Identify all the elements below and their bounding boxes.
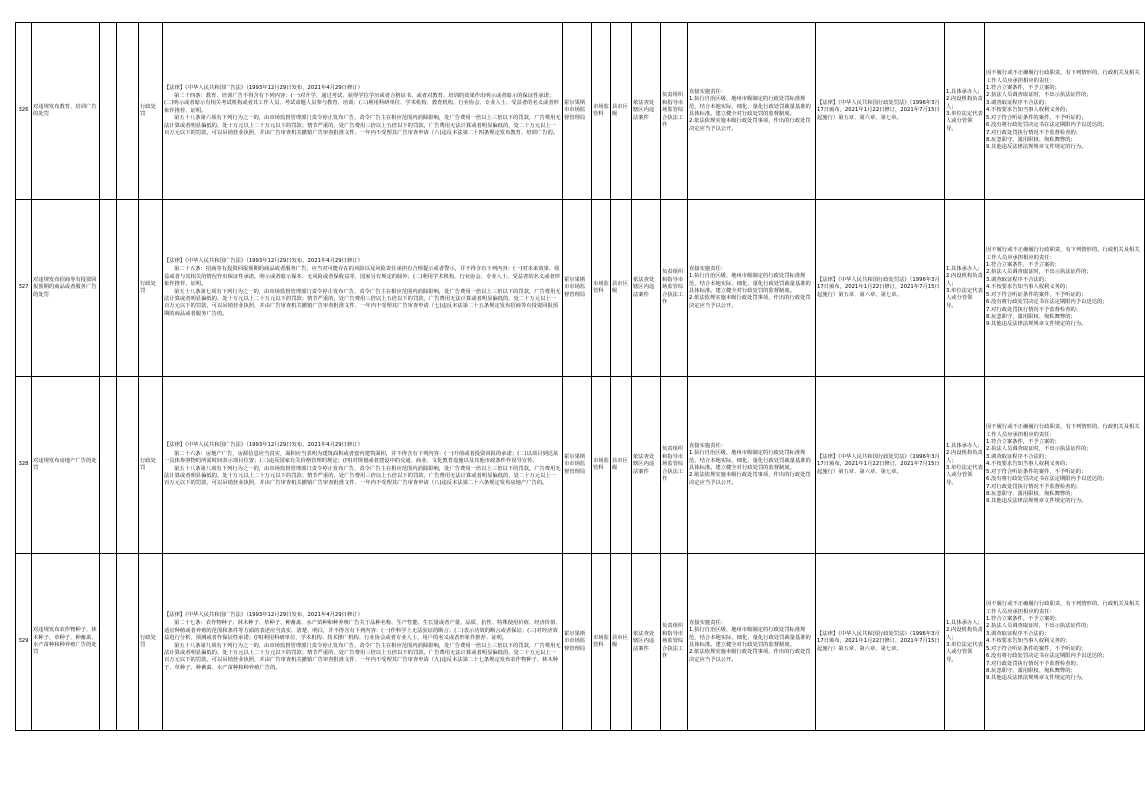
empty-cell (100, 377, 117, 554)
accountability-cases (985, 377, 1145, 554)
duty-line: 2.依法依规实施本级行政处罚事项，作出的行政处罚决定应当予以公开。 (689, 295, 811, 309)
implementing-subject: 霍尔果斯市市场监督管理局 (563, 554, 592, 731)
contact-line: 1.具体承办人； (946, 442, 983, 449)
responsible-dept: 市场监管科 (592, 554, 611, 731)
contact-line: 1.具体承办人； (946, 619, 983, 626)
rr-line: 9.其他违反法律法规规章文件规定的行为。 (986, 321, 1087, 328)
law-clause: 第二十四条：教育、培训广告不得含有下列内容：(一)对升学、通过考试、获得学位学历或者合格证书，或者对教育、培训的效果作出明示或者暗示的保证性承诺；(二)明示或者暗示有相关考试机构或者其工作人员、考试命题人员参与教育、培训；(三)利用科研单位、学术机构、教育机构、行业协会、专业人士、受益者的名义或者形象作推荐、证明。 (164, 92, 559, 114)
duty-line: 直接实施责任： (689, 619, 727, 626)
contact-line: 3.单位法定代表人或分管领导。 (946, 465, 983, 486)
legal-basis (163, 377, 563, 554)
law-clause: 第二十五条：招商等有投资回报预期的商品或者服务广告，应当对可能存在的风险以及风险责任承担有合理提示或者警示，并不得含有下列内容：(一)对未来效果、收益或者与其相关的情况作出保证性承诺，明示或者暗示保本、无风险或者保收益等，国家另有规定的除外；(二)利用学术机构、行业协会、专业人士、受益者的名义或者形象作推荐、证明。 (164, 266, 561, 288)
accountable-persons (945, 200, 985, 377)
implementing-subject: 霍尔果斯市市场监督管理局 (563, 23, 592, 200)
item-name: 对违规发布招商等有投资回报预期的商品或者服务广告的处罚 (32, 200, 100, 377)
rr-line: 7.对行政处罚执行情况不予监督检查的； (986, 660, 1082, 667)
empty-cell (100, 554, 117, 731)
law-clause: 第二十六条：房地产广告，房源信息应当真实，面积应当表明为建筑面积或者套内建筑面积，并不得含有下列内容：(一)升值或者投资回报的承诺；(二)以项目到达某一具体参照物的所需时间表示项目位置；(三)违反国家有关价格管理的规定；(四)对规划或者建设中的交通、商业、文化教育设施以及其他市政条件作误导宣传。 (164, 450, 559, 465)
accountability-basis: 【法律】《中华人民共和国行政处罚法》（1996年3月17日颁布，2021年1月22日修订，2021年7月15日起施行）第五章、第六章、第七章。 (816, 23, 945, 200)
item-number: 327 (16, 200, 32, 377)
accountability-cases (985, 554, 1145, 731)
rr-line: 4.不按要求告知当事人权利义务的； (986, 461, 1071, 468)
item-number: 328 (16, 377, 32, 554)
rr-line: 因不履行或不正确履行行政职责，有下列情形的，行政机关及相关工作人员应承担相应的责任： (986, 70, 1140, 84)
law-penalty: 第五十八条第八项有下列行为之一的，由市场监督管理部门责令停止发布广告，责令广告主在相应范围内消除影响，处广告费用一倍以上三倍以下的罚款，广告费用无法计算或者明显偏低的，处十万元以上二十万元以下的罚款；情节严重的，处广告费用三倍以上五倍以下的罚款，广告费用无法计算或者明显偏低的，处二十万元以上一百万元以下的罚款，可以吊销营业执照，并由广告审查机关撤销广告审查批准文件、一年内不受理其广告审查申请（八)违反本法第二十六条规定发布房地产广告的。 (164, 465, 561, 487)
accountability-basis: 【法律】《中华人民共和国行政处罚法》（1996年3月17日颁布，2021年1月22日修订，2021年7月15日起施行）第五章、第六章、第七章。 (816, 554, 945, 731)
table-row (16, 554, 1145, 731)
exercise-level: 县市区级 (611, 200, 632, 377)
rr-line: 9.其他违反法律法规规章文件规定的行为。 (986, 498, 1087, 505)
contact-line: 3.单位法定代表人或分管领导。 (946, 111, 983, 132)
rr-line: 7.对行政处罚执行情况不予监督检查的； (986, 129, 1082, 136)
item-type: 行政处罚 (139, 200, 163, 377)
rr-line: 8.玩忽职守、滥用职权、徇私舞弊的； (986, 313, 1076, 320)
rr-line: 3.调查取证程序不合法的； (986, 276, 1050, 283)
accountability-cases (985, 200, 1145, 377)
responsible-dept: 市场监管科 (592, 377, 611, 554)
power-list-table (15, 22, 1145, 731)
rr-line: 因不履行或不正确履行行政职责，有下列情形的，行政机关及相关工作人员应承担相应的责任： (986, 424, 1140, 438)
law-heading: 【法律】《中华人民共和国广告法》（1993年12月29日发布，2021年4月29日修订） (164, 611, 363, 618)
rr-line: 7.对行政处罚执行情况不予监督检查的； (986, 483, 1082, 490)
contact-line: 2.内设机构负责人； (946, 273, 983, 287)
rr-line: 5.对于符合听证条件的案件，不予听证的； (986, 291, 1087, 298)
law-clause: 第二十七条：农作物种子、林木种子、草种子、种畜禽、水产苗种和种养殖广告关于品种名称、生产性能、生长量或者产量、品质、抗性、特殊使用价值、经济价值、适宜种植或者养殖的范围和条件等方面的表述应当真实、清楚、明白，并不得含有下列内容：(一)作科学上无法验证的断言；(二)表示功效的断言或者保证；(三)对经济效益进行分析、预测或者作保证性承诺；(四)利用科研单位、学术机构、技术推广机构、行业协会或者专业人士、用户的名义或者形象作推荐、证明。 (164, 620, 561, 642)
duty-items (688, 23, 816, 200)
item-name: 对违规发布房地产广告的处罚 (32, 377, 100, 554)
legal-basis (163, 23, 563, 200)
duty-line: 2.依法依规实施本级行政处罚事项，作出的行政处罚决定应当予以公开。 (689, 118, 811, 132)
implementing-subject: 霍尔果斯市市场监督管理局 (563, 377, 592, 554)
rr-line: 2.执法人员调查取证时，不出示执法证件的； (986, 269, 1092, 276)
accountability-basis: 【法律】《中华人民共和国行政处罚法》（1996年3月17日颁布，2021年1月22日修订，2021年7月15日起施行）第五章、第六章、第七章。 (816, 200, 945, 377)
duty-line: 直接实施责任： (689, 265, 727, 272)
rr-line: 5.对于符合听证条件的案件，不予听证的； (986, 114, 1087, 121)
rr-line: 6.没有将行政处罚决定书在法定期限内予以送达的； (986, 122, 1108, 129)
duty-line: 直接实施责任： (689, 442, 727, 449)
rr-line: 因不履行或不正确履行行政职责，有下列情形的，行政机关及相关工作人员应承担相应的责任： (986, 601, 1140, 615)
legal-basis (163, 554, 563, 731)
item-number: 329 (16, 554, 32, 731)
accountable-persons (945, 23, 985, 200)
rr-line: 8.玩忽职守、滥用职权、徇私舞弊的； (986, 490, 1076, 497)
law-heading: 【法律】《中华人民共和国广告法》（1993年12月29日发布，2021年4月29日修订） (164, 257, 363, 264)
rr-line: 3.调查取证程序不合法的； (986, 453, 1050, 460)
rr-line: 2.执法人员调查取证时，不出示执法证件的； (986, 623, 1092, 630)
law-penalty: 第五十八条第七项有下列行为之一的，由市场监督管理部门责令停止发布广告，责令广告主在相应范围内消除影响，处广告费用一倍以上三倍以下的罚款，广告费用无法计算或者明显偏低的，处十万元以上二十万元以下的罚款；情节严重的，处广告费用三倍以上五倍以下的罚款，广告费用无法计算或者明显偏低的，处二十万元以上一百万元以下的罚款，可以吊销营业执照，并由广告审查机关撤销广告审查批准文件、一年内不受理其广告审查申请（七)违反本法第二十五条规定发布招商等有投资回报预期的商品或者服务广告的。 (164, 288, 561, 317)
empty-cell (117, 377, 139, 554)
exercise-scope: 依法查处辖区内违法案件 (632, 200, 661, 377)
empty-cell (117, 200, 139, 377)
empty-cell (100, 200, 117, 377)
item-number: 326 (16, 23, 32, 200)
upper-responsibility: 负责组织和指导市场监管综合执法工作 (661, 200, 688, 377)
item-type: 行政处罚 (139, 377, 163, 554)
contact-line: 1.具体承办人； (946, 265, 983, 272)
rr-line: 2.执法人员调查取证时，不出示执法证件的； (986, 446, 1092, 453)
rr-line: 9.其他违反法律法规规章文件规定的行为。 (986, 144, 1087, 151)
duty-line: 2.依法依规实施本级行政处罚事项，作出的行政处罚决定应当予以公开。 (689, 472, 811, 486)
rr-line: 1.符合立案条件，不予立案的； (986, 85, 1060, 92)
rr-line: 1.符合立案条件，不予立案的； (986, 616, 1060, 623)
table-row (16, 200, 1145, 377)
duty-line: 1.执行自治区级、地州市级制定的行政处罚标准规范，结合本地实际，细化、量化行政处罚裁量基准的具体标准。建立健全对行政处罚的监督制度。 (689, 627, 811, 648)
upper-responsibility: 负责组织和指导市场监管综合执法工作 (661, 554, 688, 731)
empty-cell (100, 23, 117, 200)
responsible-dept: 市场监管科 (592, 200, 611, 377)
contact-line: 3.单位法定代表人或分管领导。 (946, 642, 983, 663)
rr-line: 5.对于符合听证条件的案件，不予听证的； (986, 645, 1087, 652)
duty-items (688, 554, 816, 731)
law-heading: 【法律】《中华人民共和国广告法》（1993年12月29日发布，2021年4月29日修订） (164, 84, 363, 91)
duty-items (688, 377, 816, 554)
rr-line: 8.玩忽职守、滥用职权、徇私舞弊的； (986, 667, 1076, 674)
table-row (16, 23, 1145, 200)
contact-line: 2.内设机构负责人； (946, 627, 983, 641)
legal-basis (163, 200, 563, 377)
duty-line: 直接实施责任： (689, 88, 727, 95)
contact-line: 3.单位法定代表人或分管领导。 (946, 288, 983, 309)
rr-line: 6.没有将行政处罚决定书在法定期限内予以送达的； (986, 476, 1108, 483)
law-penalty: 第五十八条第六项有下列行为之一的，由市场监督管理部门责令停止发布广告，责令广告主在相应范围内消除影响，处广告费用一倍以上三倍以下的罚款，广告费用无法计算或者明显偏低的，处十万元以上二十万元以下的罚款；情节严重的，处广告费用三倍以上五倍以下的罚款，广告费用无法计算或者明显偏低的，处二十万元以上一百万元以下的罚款，可以吊销营业执照，并由广告审查机关撤销广告审查批准文件、一年内不受理其广告审查申请（六)违反本法第二十四条规定发布教育、培训广告的。 (164, 115, 561, 137)
implementing-subject: 霍尔果斯市市场监督管理局 (563, 200, 592, 377)
rr-line: 3.调查取证程序不合法的； (986, 99, 1050, 106)
rr-line: 6.没有将行政处罚决定书在法定期限内予以送达的； (986, 653, 1108, 660)
empty-cell (117, 554, 139, 731)
accountability-basis: 【法律】《中华人民共和国行政处罚法》（1996年3月17日颁布，2021年1月22日修订，2021年7月15日起施行）第五章、第六章、第七章。 (816, 377, 945, 554)
law-penalty: 第五十八条第九项有下列行为之一的，由市场监督管理部门责令停止发布广告，责令广告主在相应范围内消除影响，处广告费用一倍以上三倍以下的罚款，广告费用无法计算或者明显偏低的，处十万元以上二十万元以下的罚款；情节严重的，处广告费用三倍以上五倍以下的罚款，广告费用无法计算或者明显偏低的，处二十万元以上一百万元以下的罚款，可以吊销营业执照，并由广告审查机关撤销广告审查批准文件、一年内不受理其广告审查申请（九)违反本法第二十七条规定发布农作物种子、林木种子、草种子、种畜禽、水产苗种和种养殖广告的。 (164, 642, 561, 671)
item-type: 行政处罚 (139, 23, 163, 200)
duty-line: 2.依法依规实施本级行政处罚事项，作出的行政处罚决定应当予以公开。 (689, 649, 811, 663)
rr-line: 4.不按要求告知当事人权利义务的； (986, 107, 1071, 114)
duty-line: 1.执行自治区级、地州市级制定的行政处罚标准规范，结合本地实际，细化、量化行政处罚裁量基准的具体标准。建立健全对行政处罚的监督制度。 (689, 96, 811, 117)
rr-line: 3.调查取证程序不合法的； (986, 630, 1050, 637)
accountability-cases (985, 23, 1145, 200)
exercise-level: 县市区级 (611, 554, 632, 731)
exercise-level: 县市区级 (611, 377, 632, 554)
rr-line: 6.没有将行政处罚决定书在法定期限内予以送达的； (986, 299, 1108, 306)
rr-line: 5.对于符合听证条件的案件，不予听证的； (986, 468, 1087, 475)
contact-line: 2.内设机构负责人； (946, 96, 983, 110)
duty-line: 1.执行自治区级、地州市级制定的行政处罚标准规范，结合本地实际，细化、量化行政处罚裁量基准的具体标准。建立健全对行政处罚的监督制度。 (689, 273, 811, 294)
rr-line: 1.符合立案条件，不予立案的； (986, 262, 1060, 269)
upper-responsibility: 负责组织和指导市场监管综合执法工作 (661, 23, 688, 200)
table-row (16, 377, 1145, 554)
rr-line: 7.对行政处罚执行情况不予监督检查的； (986, 306, 1082, 313)
exercise-scope: 依法查处辖区内违法案件 (632, 23, 661, 200)
exercise-scope: 依法查处辖区内违法案件 (632, 377, 661, 554)
accountable-persons (945, 554, 985, 731)
rr-line: 8.玩忽职守、滥用职权、徇私舞弊的； (986, 136, 1076, 143)
empty-cell (117, 23, 139, 200)
contact-line: 2.内设机构负责人； (946, 450, 983, 464)
exercise-scope: 依法查处辖区内违法案件 (632, 554, 661, 731)
accountable-persons (945, 377, 985, 554)
table-body (16, 23, 1145, 731)
rr-line: 因不履行或不正确履行行政职责，有下列情形的，行政机关及相关工作人员应承担相应的责任： (986, 247, 1140, 261)
rr-line: 4.不按要求告知当事人权利义务的； (986, 284, 1071, 291)
law-heading: 【法律】《中华人民共和国广告法》（1993年12月29日发布，2021年4月29日修订） (164, 442, 363, 449)
duty-items (688, 200, 816, 377)
rr-line: 2.执法人员调查取证时，不出示执法证件的； (986, 92, 1092, 99)
exercise-level: 县市区级 (611, 23, 632, 200)
rr-line: 4.不按要求告知当事人权利义务的； (986, 638, 1071, 645)
rr-line: 1.符合立案条件，不予立案的； (986, 439, 1060, 446)
responsible-dept: 市场监管科 (592, 23, 611, 200)
contact-line: 1.具体承办人； (946, 88, 983, 95)
duty-line: 1.执行自治区级、地州市级制定的行政处罚标准规范，结合本地实际，细化、量化行政处罚裁量基准的具体标准。建立健全对行政处罚的监督制度。 (689, 450, 811, 471)
rr-line: 9.其他违反法律法规规章文件规定的行为。 (986, 675, 1087, 682)
item-name: 对违规发布农作物种子、林木种子、草种子、种畜禽、水产苗种和种养殖广告的处罚 (32, 554, 100, 731)
upper-responsibility: 负责组织和指导市场监管综合执法工作 (661, 377, 688, 554)
item-name: 对违规发布教育、培训广告的处罚 (32, 23, 100, 200)
item-type: 行政处罚 (139, 554, 163, 731)
